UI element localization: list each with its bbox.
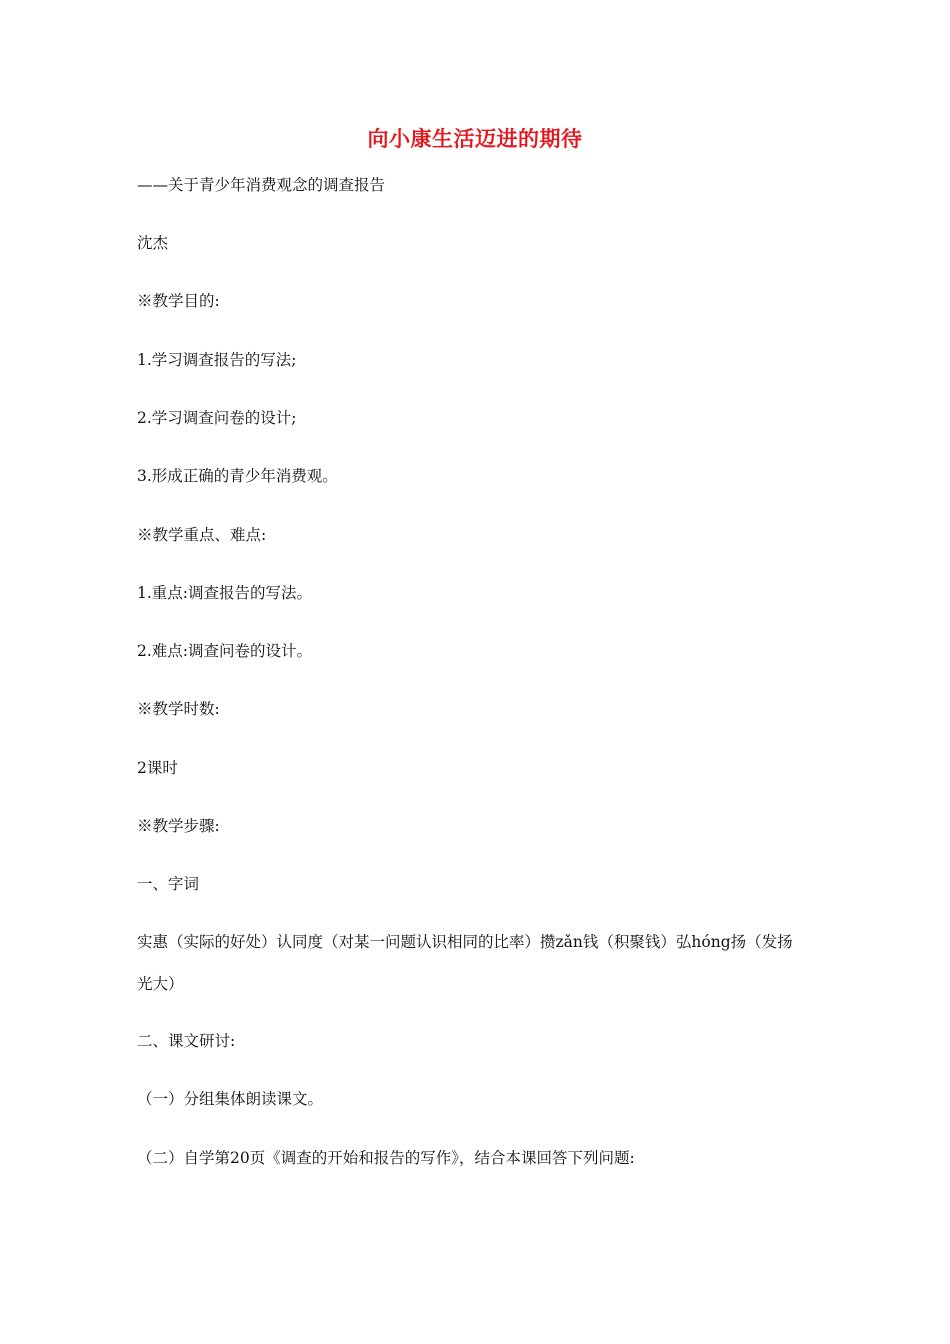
keypoints-heading: ※教学重点、难点: <box>137 526 267 544</box>
step-item: （一）分组集体朗读课文。 <box>137 1090 324 1108</box>
objectives-heading: ※教学目的: <box>137 292 220 310</box>
objective-item: 2.学习调查问卷的设计; <box>137 409 297 427</box>
steps-heading: ※教学步骤: <box>137 817 220 835</box>
step-heading: 一、字词 <box>137 875 200 893</box>
hours-value: 2课时 <box>137 759 178 777</box>
step-heading: 二、课文研讨: <box>137 1032 236 1050</box>
step-item: （二）自学第20页《调查的开始和报告的写作》，结合本课回答下列问题: <box>137 1149 635 1167</box>
document-subtitle: ——关于青少年消费观念的调查报告 <box>137 176 386 194</box>
keypoint-item: 2.难点:调查问卷的设计。 <box>137 642 313 660</box>
document-title: 向小康生活迈进的期待 <box>367 127 583 151</box>
objective-item: 1.学习调查报告的写法; <box>137 351 297 369</box>
vocabulary-paragraph: 实惠（实际的好处）认同度（对某一问题认识相同的比率）攒zǎn钱（积聚钱）弘hóng扬（发扬光大） <box>137 933 793 993</box>
hours-heading: ※教学时数: <box>137 700 220 718</box>
author-name: 沈杰 <box>137 234 169 252</box>
objective-item: 3.形成正确的青少年消费观。 <box>137 467 338 485</box>
keypoint-item: 1.重点:调查报告的写法。 <box>137 584 313 602</box>
